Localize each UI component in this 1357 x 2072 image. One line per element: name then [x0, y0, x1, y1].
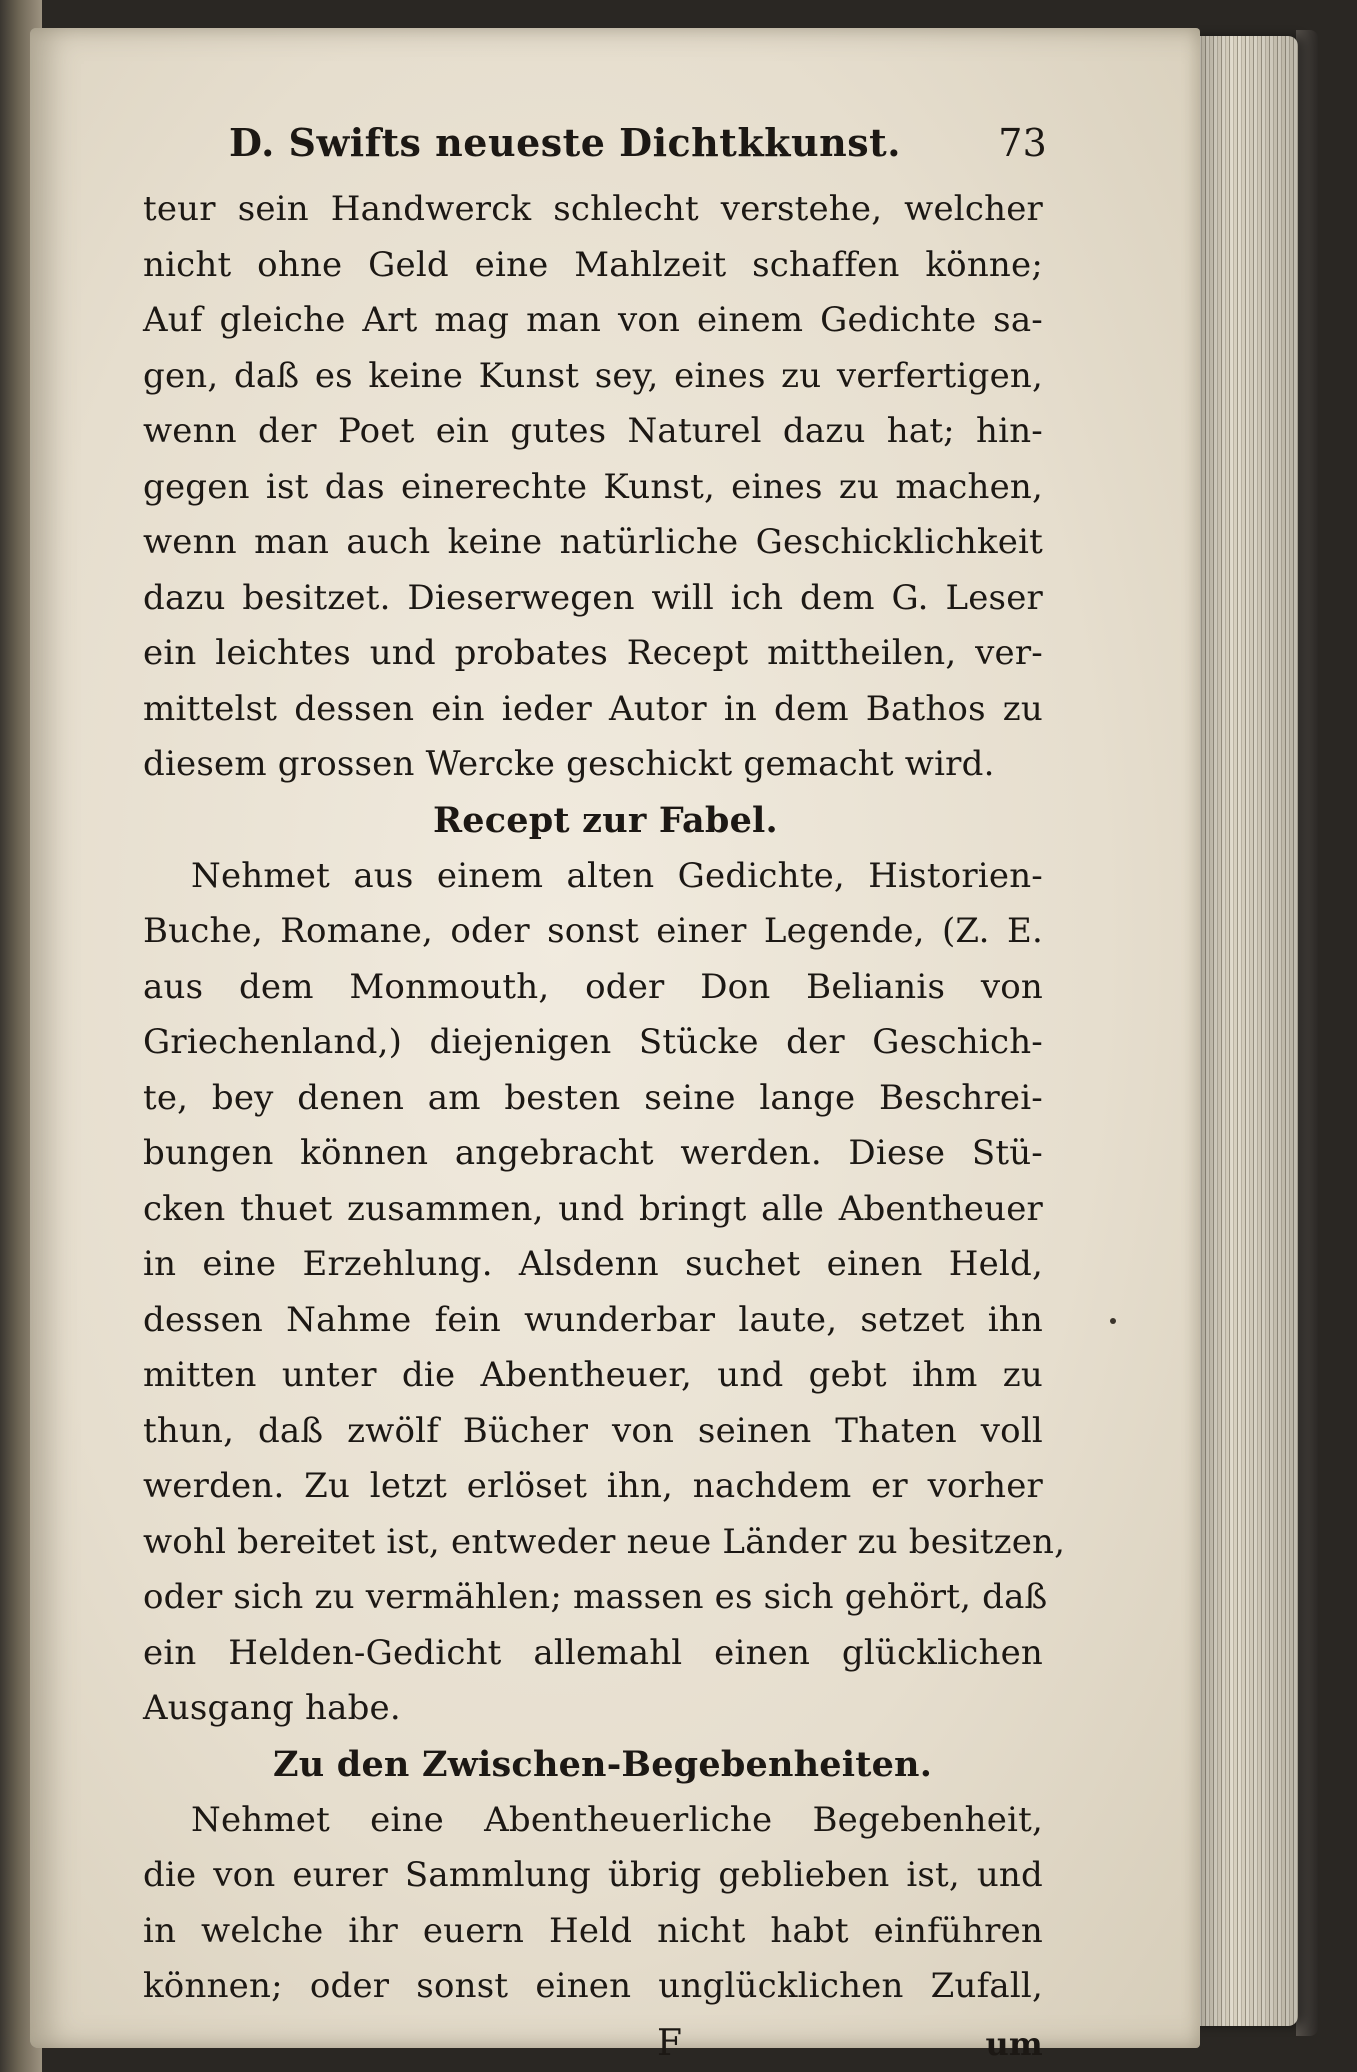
text-line: dessen Nahme fein wunderbar laute, setzet ihn [143, 1299, 1043, 1340]
text-line: in welche ihr euern Held nicht habt einführen [143, 1910, 1043, 1951]
text-line: cken thuet zusammen, und bringt alle Abentheuer [143, 1188, 1043, 1229]
section-heading-episodes: Zu den Zwischen-Begebenheiten. [273, 1743, 933, 1785]
cover-edge [1296, 30, 1318, 2036]
text-line: Nehmet eine Abentheuerliche Begebenheit, [191, 1799, 1043, 1840]
text-block [143, 120, 1066, 2072]
text-line: dazu besitzet. Dieserwegen will ich dem G. Leser [143, 577, 1043, 618]
text-line: Buche, Romane, oder sonst einer Legende, (Z. E. [143, 911, 1043, 951]
text-line: wenn der Poet ein gutes Naturel dazu hat; hin- [143, 411, 1043, 451]
text-line: teur sein Handwerck schlecht verstehe, welcher [143, 189, 1043, 229]
text-line: gegen ist das einerechte Kunst, eines zu machen, [143, 466, 1043, 507]
ink-speck [1110, 1318, 1116, 1324]
text-line: Ausgang habe. [143, 1688, 401, 1728]
text-line: diesem grossen Wercke geschickt gemacht wird. [143, 744, 995, 784]
text-line: ein Helden-Gedicht allemahl einen glücklichen [143, 1632, 1043, 1673]
text-line: gen, daß es keine Kunst sey, eines zu verfertigen, [143, 355, 1043, 396]
paragraph-episodes [143, 1793, 1043, 2015]
text-line: aus dem Monmouth, oder Don Belianis von [143, 966, 1043, 1007]
text-line: mittelst dessen ein ieder Autor in dem Bathos zu [143, 688, 1043, 729]
paragraph-intro [143, 182, 1043, 793]
page-edges-shade [1190, 36, 1298, 2026]
text-line: können; oder sonst einen unglücklichen Zufall, [143, 1966, 1043, 2006]
text-line: in eine Erzehlung. Alsdenn suchet einen Held, [143, 1244, 1043, 1284]
paragraph-fable [143, 849, 1066, 1737]
text-line: wohl bereitet ist, entweder neue Länder zu besitzen, [143, 1521, 1066, 1562]
running-title: D. Swifts neueste Dichtkkunst. [229, 120, 901, 165]
section-heading-recipe: Recept zur Fabel. [433, 799, 778, 841]
text-line: thun, daß zwölf Bücher von seinen Thaten voll [143, 1410, 1043, 1451]
text-line: bungen können angebracht werden. Diese Stü- [143, 1133, 1043, 1173]
signature-mark: F [657, 2022, 683, 2064]
text-line: mitten unter die Abentheuer, und gebt ihm zu [143, 1355, 1043, 1395]
catchword: um [985, 2024, 1043, 2063]
text-line: ein leichtes und probates Recept mittheilen, ver- [143, 633, 1043, 673]
page-number: 73 [998, 121, 1047, 165]
text-line: te, bey denen am besten seine lange Beschrei- [143, 1077, 1043, 1118]
text-line: wenn man auch keine natürliche Geschicklichkeit [143, 522, 1043, 562]
text-line: oder sich zu vermählen; massen es sich gehört, daß [143, 1577, 1048, 1617]
text-line: die von eurer Sammlung übrig geblieben ist, und [143, 1855, 1043, 1895]
text-line: Auf gleiche Art mag man von einem Gedichte sa- [143, 300, 1043, 340]
text-line: werden. Zu letzt erlöset ihn, nachdem er vorher [143, 1466, 1043, 1506]
page-footer [143, 2015, 1043, 2072]
text-line: nicht ohne Geld eine Mahlzeit schaffen könne; [143, 244, 1043, 285]
text-line: Griechenland,) diejenigen Stücke der Geschich- [143, 1022, 1043, 1062]
text-line: Nehmet aus einem alten Gedichte, Historien- [191, 855, 1043, 896]
running-header [229, 120, 1047, 182]
